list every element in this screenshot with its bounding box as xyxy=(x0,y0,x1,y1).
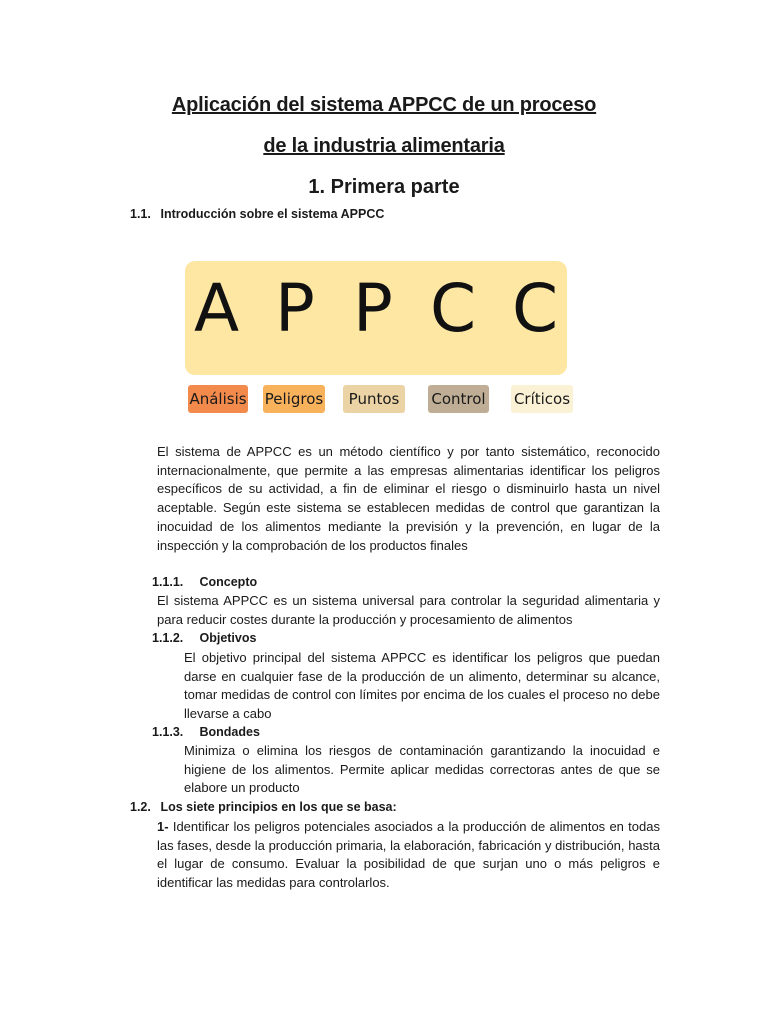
heading-1-2-title: Los siete principios en los que se basa: xyxy=(160,800,397,814)
heading-1-2 xyxy=(130,800,397,814)
heading-1-1-1-number: 1.1.1. xyxy=(152,575,184,589)
appcc-graphic xyxy=(157,224,597,434)
appcc-letter-c1: C xyxy=(430,270,477,347)
heading-1-1-1-title: Concepto xyxy=(199,575,258,589)
appcc-letter-p2: P xyxy=(353,270,393,347)
heading-1-1-number: 1.1. xyxy=(130,207,151,221)
principio-1-text: Identificar los peligros potenciales asociados a la producción de alimentos en todas las fases, desde la producción primaria, la elaboración, fabricación y distribución, hasta el lugar de consumo. Evaluar la posibilidad de que surjan uno o más peligros e identificar las medidas para controlarlos. xyxy=(157,819,660,891)
heading-1-1-2-title: Objetivos xyxy=(199,631,257,645)
heading-1-1-title: Introducción sobre el sistema APPCC xyxy=(160,207,385,221)
heading-1-1-2-number: 1.1.2. xyxy=(152,631,184,645)
heading-1-1-3-title: Bondades xyxy=(199,725,260,739)
label-control: Control xyxy=(428,385,489,413)
heading-1-1-2 xyxy=(152,631,256,645)
label-analisis: Análisis xyxy=(188,385,248,413)
heading-1-1-1 xyxy=(152,575,257,589)
document-title-line-2: de la industria alimentaria xyxy=(263,135,505,157)
appcc-letter-c2: C xyxy=(512,270,559,347)
objetivos-paragraph: El objetivo principal del sistema APPCC es identificar los peligros que puedan darse en cualquier fase de la producción de un alimento, determinar su alcance, tomar medidas de control con límites por encima de los cuales el proceso no debe llevarse a cabo xyxy=(184,650,660,722)
bondades-paragraph: Minimiza o elimina los riesgos de contaminación garantizando la inocuidad e higiene de los alimentos. Permite aplicar medidas correctoras antes de que se elabore un producto xyxy=(184,743,660,796)
label-peligros: Peligros xyxy=(263,385,325,413)
intro-paragraph: El sistema de APPCC es un método científico y por tanto sistemático, reconocido internacionalmente, que permite a las empresas alimentarias identificar los peligros específicos de su actividad, a fin de eliminar el riesgo o disminuirlo hasta un nivel aceptable. Según este sistema se establecen medidas de control que garantizan la inocuidad de los alimentos mediante la previsión y la prevención, en lugar de la inspección y la comprobación de los productos finales xyxy=(157,444,660,553)
document-title-line-1: Aplicación del sistema APPCC de un proceso xyxy=(171,94,597,116)
heading-1-1 xyxy=(130,207,384,221)
label-criticos: Críticos xyxy=(511,385,573,413)
part-heading: 1. Primera parte xyxy=(308,176,460,198)
heading-1-1-3-number: 1.1.3. xyxy=(152,725,184,739)
appcc-letter-p1: P xyxy=(275,270,315,347)
heading-1-1-3 xyxy=(152,725,260,739)
concepto-paragraph: El sistema APPCC es un sistema universal para controlar la seguridad alimentaria y para reducir costes durante la producción y procesamiento de alimentos xyxy=(157,593,660,627)
heading-1-2-number: 1.2. xyxy=(130,800,151,814)
principio-1-paragraph xyxy=(157,818,660,893)
label-puntos: Puntos xyxy=(343,385,405,413)
appcc-letter-a: A xyxy=(194,270,240,347)
principio-1-label: 1- xyxy=(157,819,169,834)
